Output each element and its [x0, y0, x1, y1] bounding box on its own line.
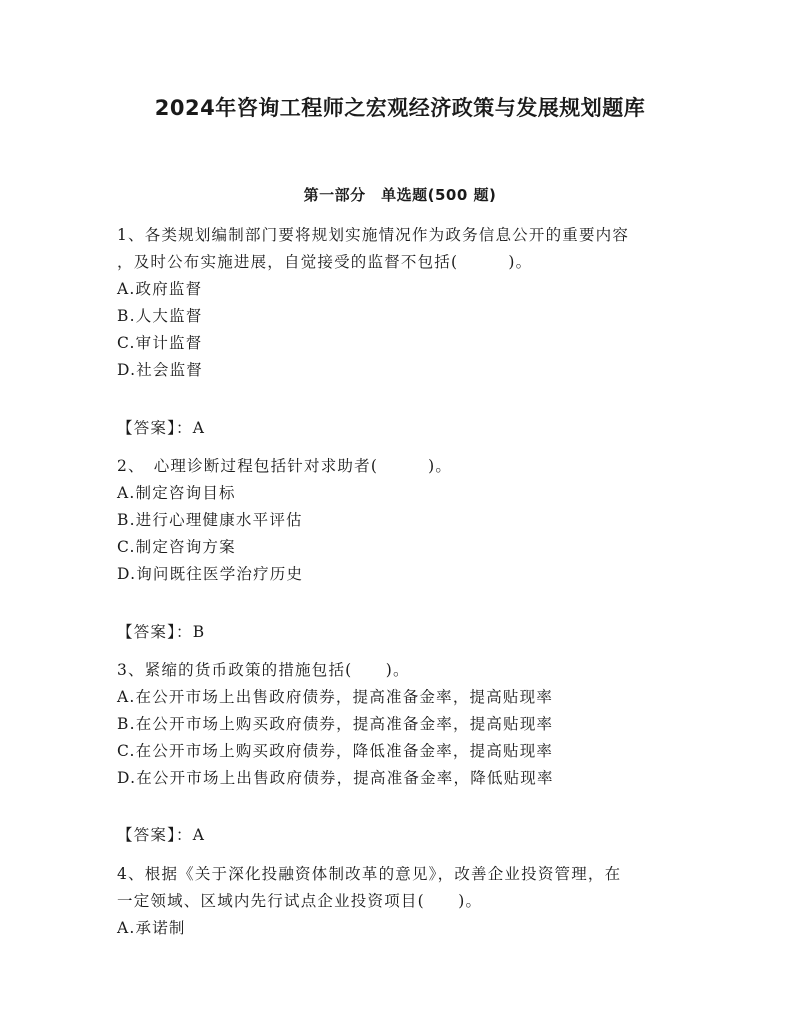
question-3	[117, 657, 687, 792]
question-stem-line: 1、各类规划编制部门要将规划实施情况作为政务信息公开的重要内容	[117, 226, 630, 244]
option-b: B.在公开市场上购买政府债券，提高准备金率，提高贴现率	[117, 715, 554, 733]
option-b: B.进行心理健康水平评估	[117, 511, 303, 529]
question-1	[117, 222, 687, 384]
answer-3: 【答案】：A	[117, 826, 206, 844]
answer-1: 【答案】：A	[117, 419, 206, 437]
option-b: B.人大监督	[117, 307, 203, 325]
option-a: A.政府监督	[117, 280, 203, 298]
question-stem-line: 2、 心理诊断过程包括针对求助者( )。	[117, 457, 453, 475]
question-4	[117, 861, 687, 942]
question-2	[117, 453, 687, 588]
question-stem-line: ，及时公布实施进展，自觉接受的监督不包括( )。	[117, 253, 533, 271]
option-a: A.制定咨询目标	[117, 484, 236, 502]
option-c: C.制定咨询方案	[117, 538, 236, 556]
option-c: C.在公开市场上购买政府债券，降低准备金率，提高贴现率	[117, 742, 554, 760]
question-stem-line: 3、紧缩的货币政策的措施包括( )。	[117, 661, 410, 679]
option-a: A.承诺制	[117, 919, 186, 937]
section-heading: 第一部分 单选题(500 题)	[303, 186, 497, 204]
document-title: 2024年咨询工程师之宏观经济政策与发展规划题库	[154, 96, 646, 120]
answer-2: 【答案】：B	[117, 623, 206, 641]
option-d: D.社会监督	[117, 361, 204, 379]
question-stem-line: 一定领域、区域内先行试点企业投资项目( )。	[117, 892, 483, 910]
question-stem-line: 4、根据《关于深化投融资体制改革的意见》，改善企业投资管理，在	[117, 865, 622, 883]
option-a: A.在公开市场上出售政府债券，提高准备金率，提高贴现率	[117, 688, 554, 706]
option-c: C.审计监督	[117, 334, 203, 352]
option-d: D.询问既往医学治疗历史	[117, 565, 304, 583]
option-d: D.在公开市场上出售政府债券，提高准备金率，降低贴现率	[117, 769, 554, 787]
